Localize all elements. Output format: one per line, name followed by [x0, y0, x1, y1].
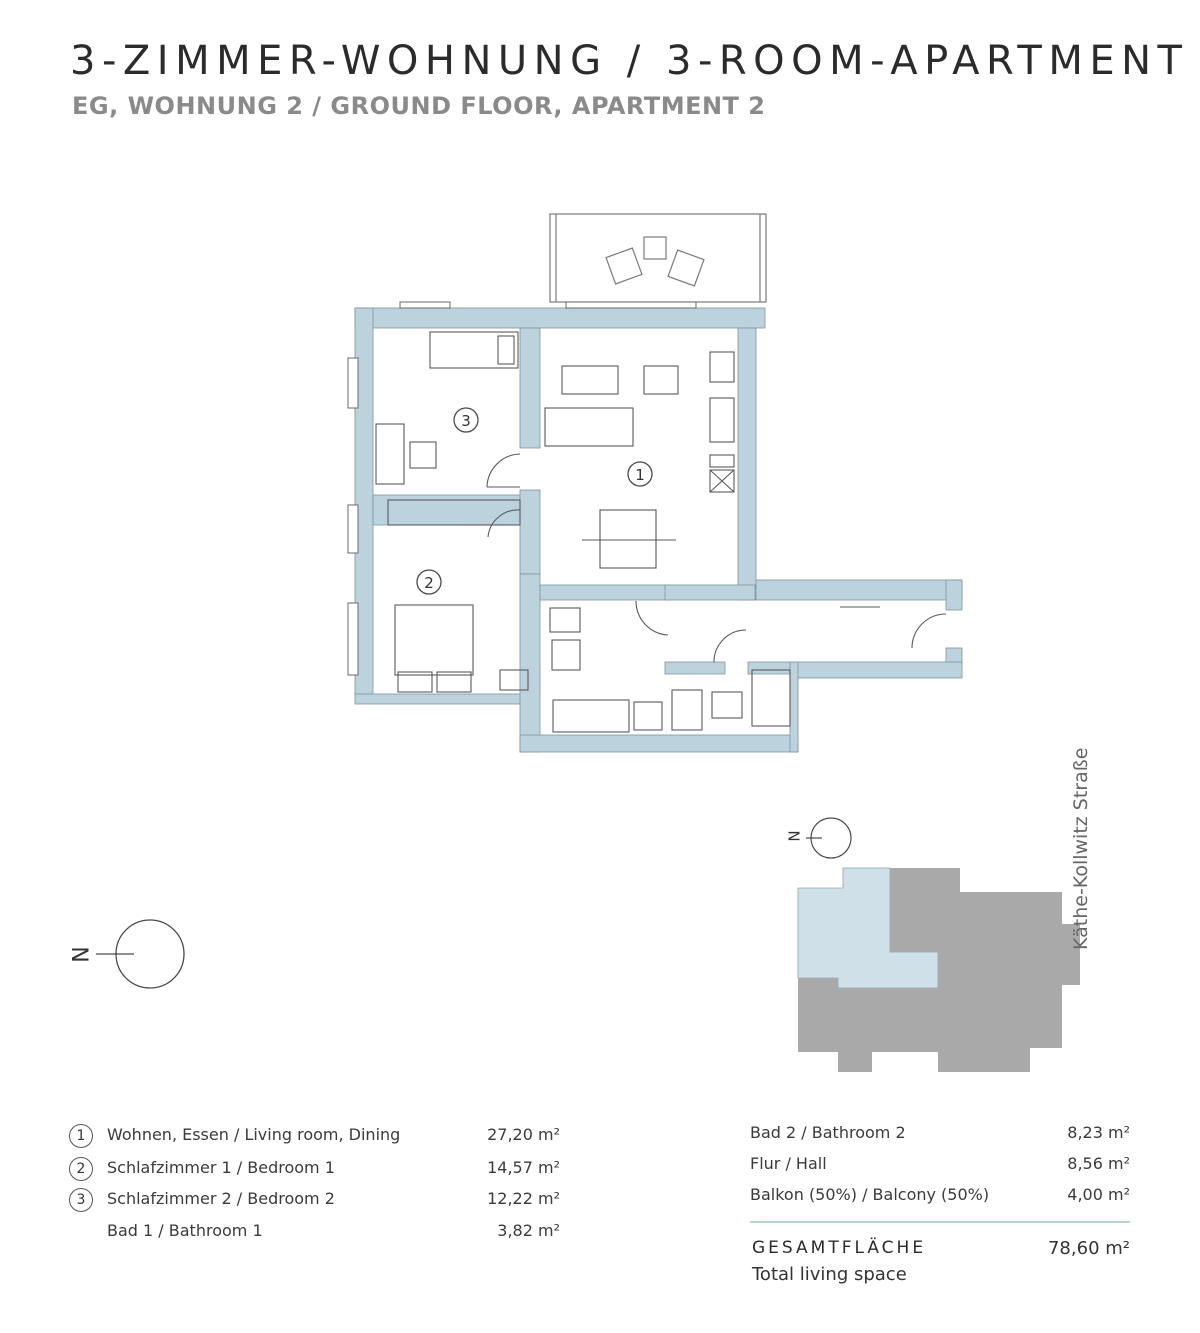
room-marker-3-label: 3: [461, 412, 471, 430]
room-label: Schlafzimmer 1 / Bedroom 1: [107, 1158, 335, 1177]
room-label: Schlafzimmer 2 / Bedroom 2: [107, 1189, 335, 1208]
north-arrow-large: [96, 920, 184, 988]
room-label: Bad 1 / Bathroom 1: [107, 1221, 263, 1240]
total-label: GESAMTFLÄCHE: [752, 1238, 927, 1258]
room-row: [712, 1153, 1130, 1177]
room-row: [712, 1122, 1130, 1146]
room-area: 4,00 m²: [1067, 1185, 1130, 1204]
room-number: 1: [69, 1124, 93, 1148]
room-area: 3,82 m²: [497, 1221, 560, 1240]
street-label: Käthe-Kollwitz Straße: [1070, 747, 1092, 950]
total-divider: [750, 1221, 1130, 1223]
room-area: 8,56 m²: [1067, 1154, 1130, 1173]
room-label: Wohnen, Essen / Living room, Dining: [107, 1125, 401, 1144]
room-row: [69, 1157, 564, 1181]
room-area: 8,23 m²: [1067, 1123, 1130, 1142]
total-sublabel: Total living space: [752, 1264, 907, 1285]
room-row: [69, 1220, 564, 1244]
page-subtitle: EG, WOHNUNG 2 / GROUND FLOOR, APARTMENT 2: [72, 92, 766, 120]
room-marker-2-label: 2: [424, 574, 434, 592]
room-area: 27,20 m²: [487, 1125, 560, 1144]
room-label: Balkon (50%) / Balcony (50%): [750, 1185, 990, 1204]
room-row: [69, 1188, 564, 1212]
room-label: Bad 2 / Bathroom 2: [750, 1123, 906, 1142]
site-plan: [798, 868, 1080, 1072]
room-number: 2: [69, 1157, 93, 1181]
room-number: 3: [69, 1188, 93, 1212]
walls: [355, 308, 962, 752]
room-row: [69, 1124, 564, 1148]
room-area: 14,57 m²: [487, 1158, 560, 1177]
room-marker-1-label: 1: [635, 466, 645, 484]
room-area: 12,22 m²: [487, 1189, 560, 1208]
north-label-small: N: [785, 830, 804, 842]
room-row: [712, 1184, 1130, 1208]
north-label-large: N: [69, 946, 95, 963]
north-arrow-small: [806, 818, 851, 858]
page-title: 3-ZIMMER-WOHNUNG / 3-ROOM-APARTMENT: [70, 38, 1189, 84]
balcony: [550, 214, 766, 302]
total-area: 78,60 m²: [1047, 1238, 1130, 1259]
room-label: Flur / Hall: [750, 1154, 827, 1173]
